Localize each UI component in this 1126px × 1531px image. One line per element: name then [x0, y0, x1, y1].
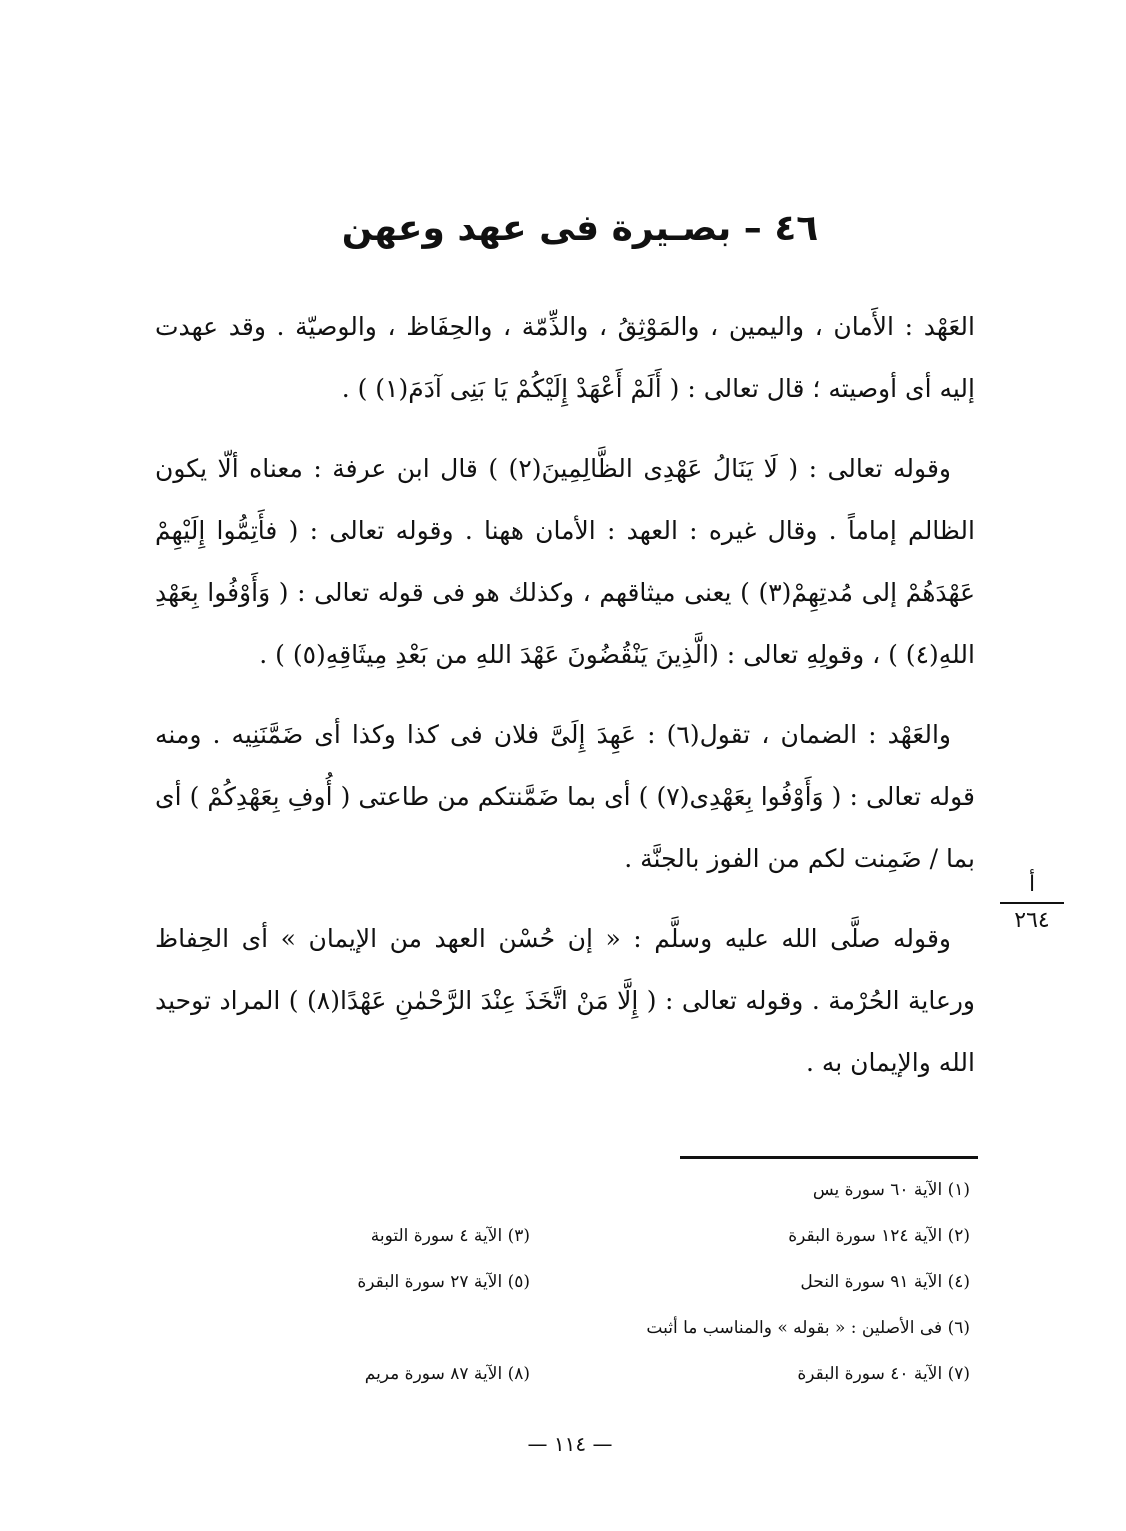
- footnote-separator: [680, 1156, 978, 1159]
- footnote: (١) الآية ٦٠ سورة يس: [812, 1180, 970, 1200]
- footnote-row: [290, 1226, 970, 1272]
- chapter-title: ٤٦ – بصـيرة فى عهد وعهن: [341, 208, 819, 249]
- paragraph: وقوله صلَّى الله عليه وسلَّم : « إن حُسْن العهد من الإيمان » أى الحِفاظ ورعاية الحُرْمة . وقوله تعالى : ( إِلَّا مَنْ اتَّخَذَ عِنْدَ الرَّحْمٰنِ عَهْدًا(٨) ) المراد توحيد الله والإيمان به .: [155, 924, 976, 1077]
- paragraph: وقوله تعالى : ( لَا يَنَالُ عَهْدِى الظَّالِمِينَ(٢) ) قال ابن عرفة : معناه ألّا يكون الظالم إماماً . وقال غيره : العهد : الأمان ههنا . وقوله تعالى : ( فأَتِمُّوا إِلَيْهِمْ عَهْدَهُمْ إلى مُدتِهِمْ(٣) ) يعنى ميثاقهم ، وكذلك هو فى قوله تعالى : ( وَأَوْفُوا بِعَهْدِ اللهِ(٤) ) ، وقولِهِ تعالى : (الَّذِينَ يَنْقُضُونَ عَهْدَ اللهِ من بَعْدِ مِيثَاقِهِ(٥) ) .: [155, 454, 975, 669]
- footnote: (٨) الآية ٨٧ سورة مريم: [364, 1364, 530, 1384]
- folio-divider: [1000, 902, 1064, 904]
- footnote: (٧) الآية ٤٠ سورة البقرة: [797, 1364, 970, 1384]
- paragraph: والعَهْد : الضمان ، تقول(٦) : عَهِدَ إِلَىَّ فلان فى كذا وكذا أى ضَمَّنَنِيه . ومنه قوله تعالى : ( وَأَوْفُوا بِعَهْدِى(٧) ) أى بما ضَمَّنتكم من طاعتى ( أُوفِ بِعَهْدِكُمْ ) أى بما / ضَمِنت لكم من الفوز بالجنَّة .: [155, 720, 975, 873]
- footnote-row: [290, 1318, 970, 1364]
- footnote-row: [290, 1364, 970, 1410]
- footnote-row: [290, 1180, 970, 1226]
- main-text: [155, 296, 975, 1112]
- folio-letter: أ: [1028, 872, 1036, 897]
- footnote: (٥) الآية ٢٧ سورة البقرة: [357, 1272, 530, 1292]
- manuscript-folio-note: [1000, 872, 1064, 934]
- footnote: (٦) فى الأصلين : « بقوله » والمناسب ما أثبت: [646, 1318, 970, 1338]
- paragraph: العَهْد : الأَمان ، واليمين ، والمَوْثِقُ ، والذِّمّة ، والحِفَاظ ، والوصيّة . وقد عهدت إليه أى أوصيته ؛ قال تعالى : ( أَلَمْ أَعْهَدْ إِلَيْكُمْ يَا بَنِى آدَمَ(١) ) .: [155, 312, 975, 403]
- folio-number: ٢٦٤: [1014, 908, 1050, 933]
- footnote: (٣) الآية ٤ سورة التوبة: [370, 1226, 530, 1246]
- footnote: (٢) الآية ١٢٤ سورة البقرة: [788, 1226, 970, 1246]
- footnote-row: [290, 1272, 970, 1318]
- footnote: (٤) الآية ٩١ سورة النحل: [800, 1272, 970, 1292]
- page-number: — ١١٤ —: [527, 1432, 613, 1456]
- footnotes: [290, 1180, 970, 1410]
